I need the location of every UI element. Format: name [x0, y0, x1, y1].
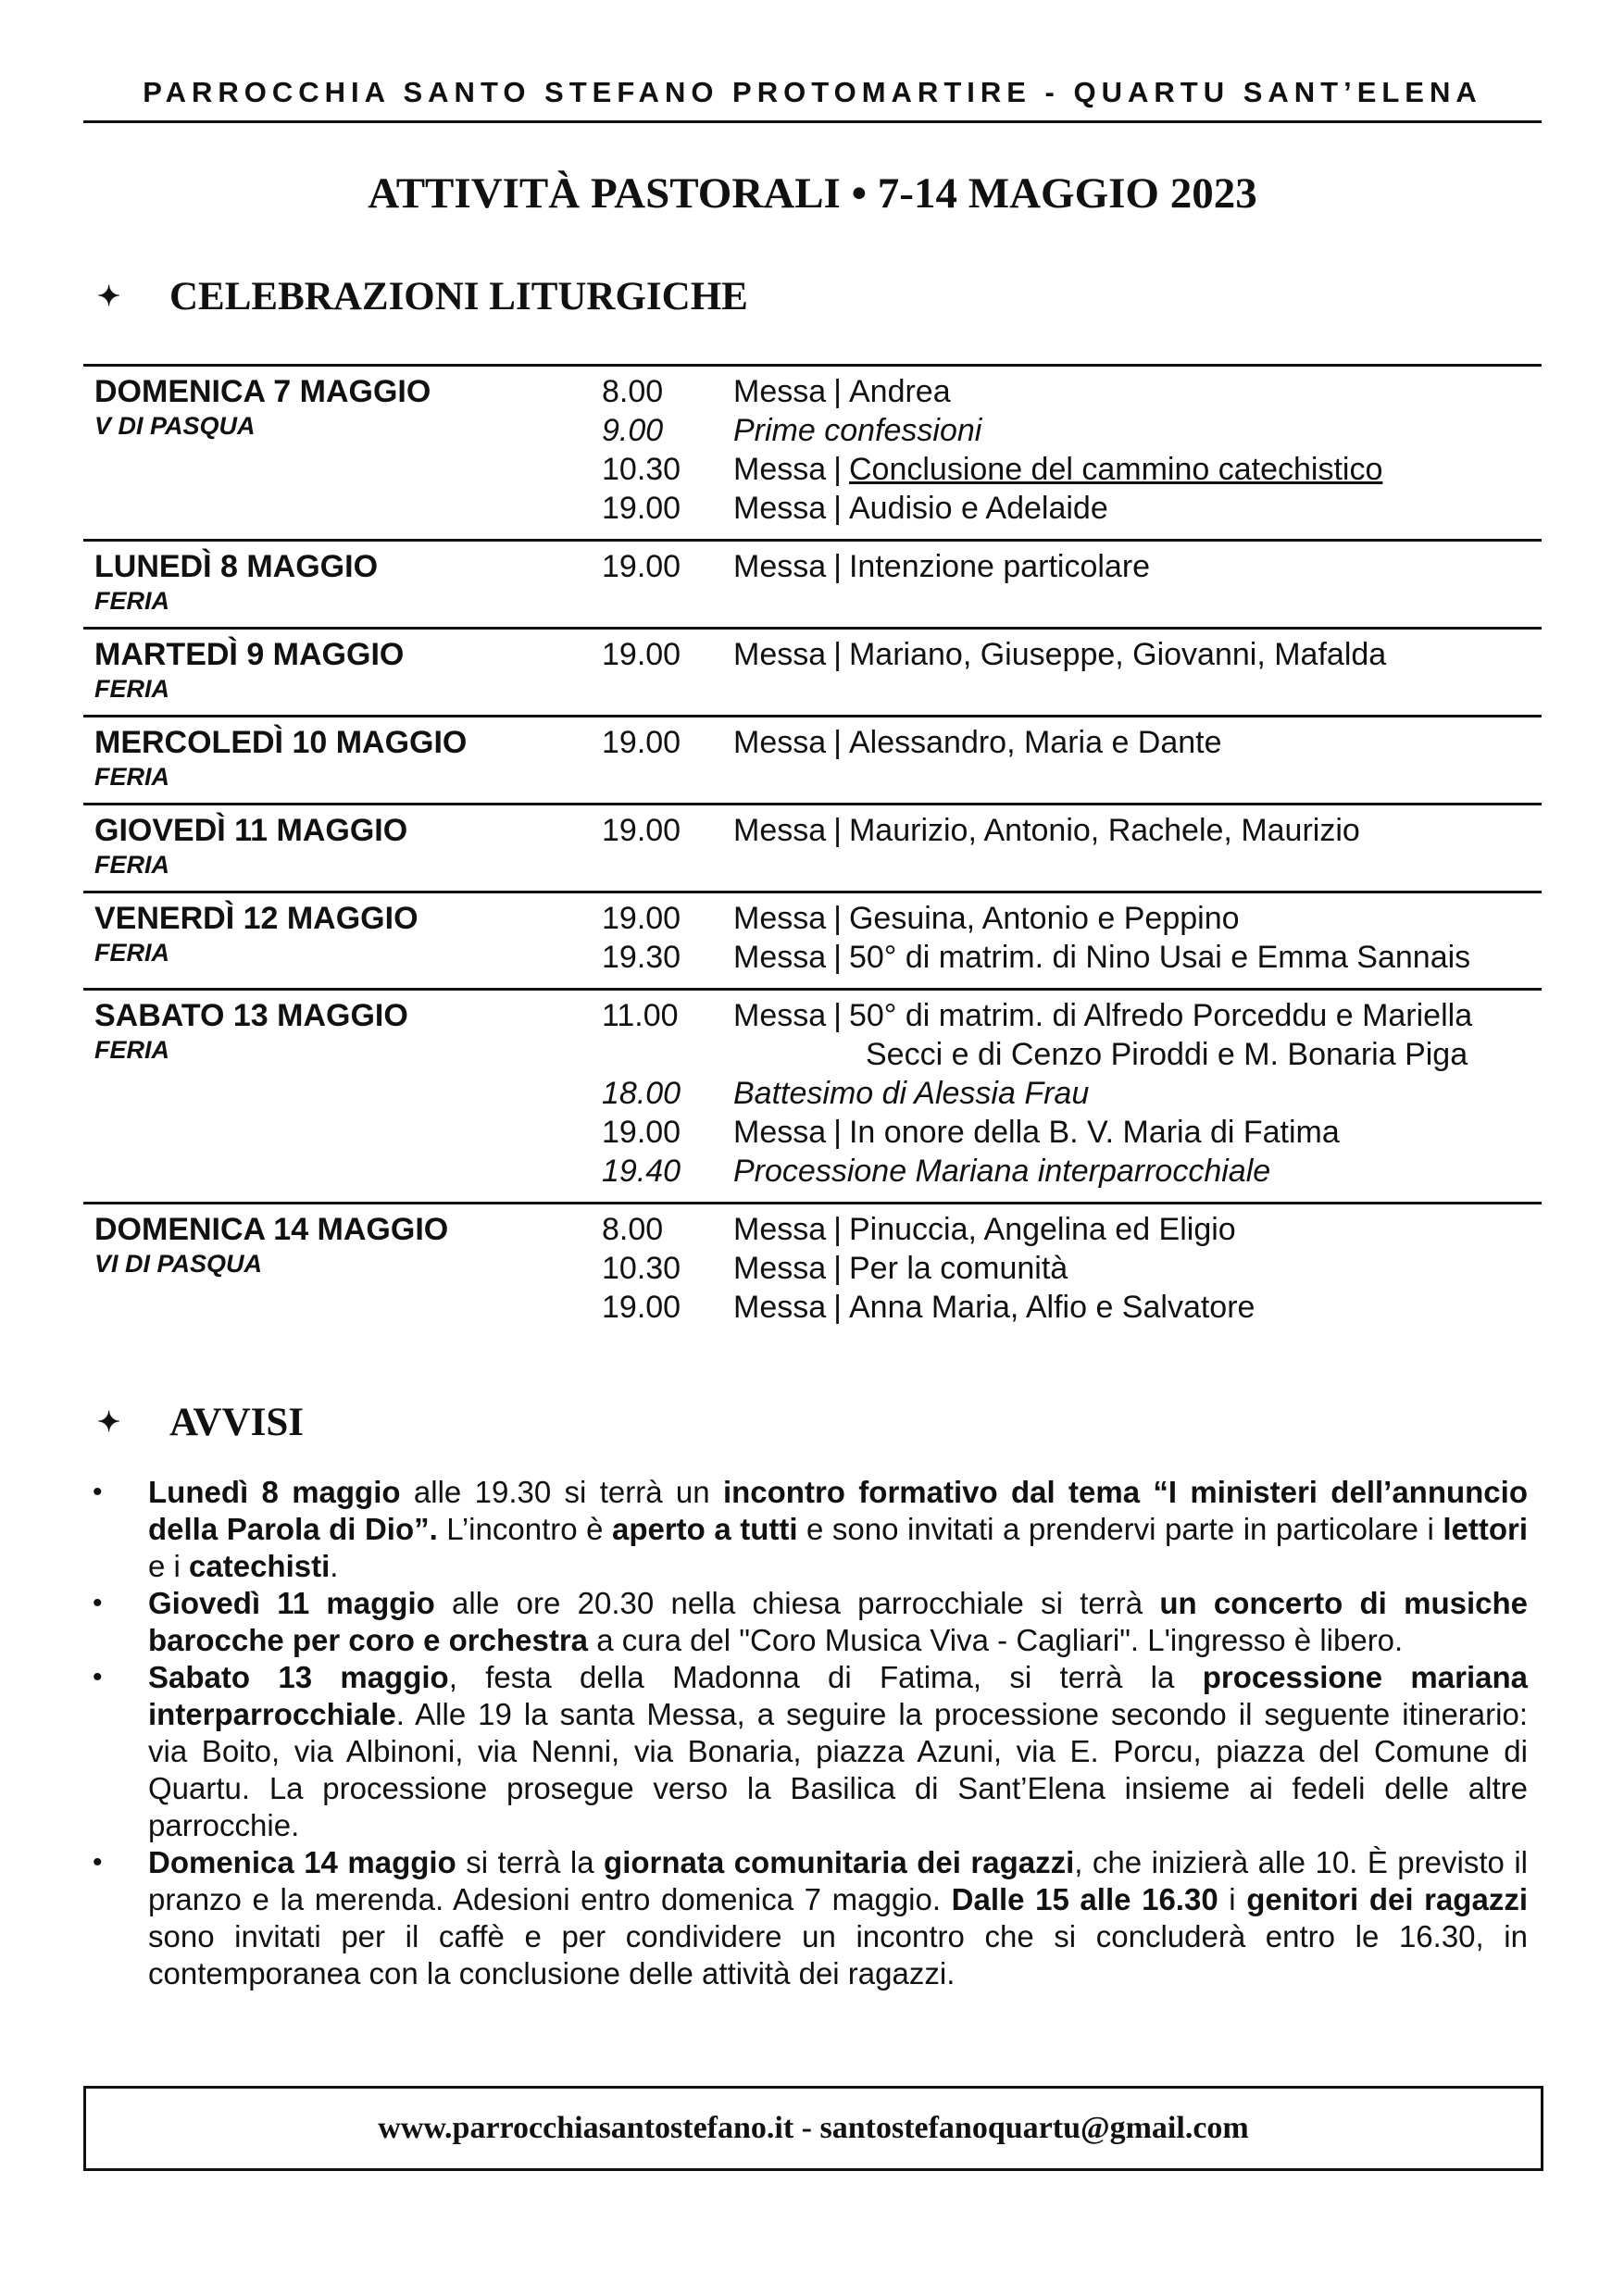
- separator: |: [833, 1251, 842, 1286]
- day-liturgy: FERIA: [94, 675, 169, 703]
- event-item: [602, 450, 1542, 489]
- separator: |: [833, 491, 842, 526]
- event-list: [602, 1210, 1542, 1327]
- event-time: 19.30: [602, 940, 681, 975]
- event-detail: Andrea: [848, 374, 951, 409]
- ornament-star-icon: ✦: [97, 281, 121, 312]
- notice-emphasis: lettori: [1443, 1512, 1529, 1546]
- notice-text: L’incontro è: [437, 1512, 612, 1546]
- notice-text: , che inizierà alle 10. È previsto il pranzo e la merenda. Adesioni entro domenica 7 maggio.: [148, 1845, 1528, 1916]
- event-type: Messa: [733, 452, 827, 487]
- day-label: [94, 996, 408, 1065]
- day-name: GIOVEDÌ 11 MAGGIO: [94, 813, 408, 848]
- event-detail: Battesimo di Alessia Frau: [733, 1076, 1090, 1111]
- notice-text: .: [330, 1549, 339, 1583]
- event-time: 19.00: [602, 637, 681, 672]
- event-description: [733, 899, 1240, 938]
- event-detail: Maurizio, Antonio, Rachele, Maurizio: [848, 813, 1360, 848]
- notice-item: [93, 1585, 1528, 1659]
- event-item: [602, 723, 1542, 762]
- event-detail: In onore della B. V. Maria di Fatima: [848, 1115, 1340, 1150]
- day-liturgy: FERIA: [94, 939, 169, 967]
- notice-text: alle 19.30 si terrà un: [400, 1475, 723, 1509]
- separator: |: [833, 374, 842, 409]
- day-label: [94, 723, 467, 792]
- event-list: [602, 635, 1542, 704]
- footer-contacts: [83, 2086, 1543, 2171]
- event-time: 19.00: [602, 549, 681, 584]
- event-description: [733, 1210, 1236, 1249]
- event-type: Messa: [733, 1290, 827, 1325]
- event-item: [602, 635, 1542, 674]
- day-name: SABATO 13 MAGGIO: [94, 998, 408, 1033]
- event-item: [602, 1152, 1542, 1191]
- notice-emphasis: incontro formativo dal tema “I ministeri dell’annuncio della Parola di Dio”.: [148, 1475, 1528, 1546]
- event-type: Messa: [733, 549, 827, 584]
- notice-emphasis: Dalle 15 alle 16.30: [951, 1882, 1218, 1916]
- header-divider: [83, 120, 1542, 123]
- event-item: [602, 996, 1542, 1035]
- event-time: 18.00: [602, 1076, 681, 1111]
- event-description: [733, 996, 1472, 1035]
- event-time: 8.00: [602, 1212, 664, 1247]
- notice-text: sono invitati per il caffè e per condividere un incontro che si concluderà entro le 16.30, in contemporanea con la conclusione delle attività dei ragazzi.: [148, 1919, 1528, 1990]
- section-title: AVVISI: [169, 1401, 304, 1444]
- event-description: [733, 938, 1470, 977]
- event-type: Messa: [733, 901, 827, 936]
- event-type: Messa: [733, 374, 827, 409]
- notice-text: si terrà la: [456, 1845, 605, 1879]
- event-description: [733, 1113, 1340, 1152]
- day-label: [94, 635, 404, 704]
- event-time: 19.00: [602, 1115, 681, 1150]
- day-label: [94, 547, 378, 616]
- event-time: 19.00: [602, 491, 681, 526]
- event-item: [602, 1288, 1542, 1327]
- separator: |: [833, 813, 842, 848]
- event-description: [733, 1074, 1089, 1113]
- event-description: [733, 811, 1360, 850]
- event-time: 19.40: [602, 1154, 681, 1189]
- day-row: [83, 803, 1542, 891]
- separator: |: [833, 637, 842, 672]
- event-description: [733, 1152, 1270, 1191]
- day-row: [83, 891, 1542, 988]
- day-liturgy: V DI PASQUA: [94, 412, 256, 440]
- event-description: [733, 723, 1222, 762]
- event-type: Messa: [733, 637, 827, 672]
- day-name: DOMENICA 14 MAGGIO: [94, 1212, 449, 1247]
- day-name: MARTEDÌ 9 MAGGIO: [94, 637, 405, 672]
- day-liturgy: VI DI PASQUA: [94, 1250, 263, 1278]
- bullet-icon: •: [93, 1588, 103, 1618]
- event-detail: Processione Mariana interparrocchiale: [733, 1154, 1271, 1189]
- event-item: [602, 1074, 1542, 1113]
- event-type: Messa: [733, 1212, 827, 1247]
- day-liturgy: FERIA: [94, 763, 169, 791]
- notice-item: [93, 1659, 1528, 1844]
- event-list: [602, 723, 1542, 792]
- notice-item: [93, 1844, 1528, 1992]
- event-type: Messa: [733, 491, 827, 526]
- event-description: [733, 547, 1150, 586]
- event-detail: Alessandro, Maria e Dante: [848, 725, 1222, 760]
- notice-text: a cura del "Coro Musica Viva - Cagliari". L'ingresso è libero.: [588, 1623, 1404, 1657]
- page-title: ATTIVITÀ PASTORALI • 7-14 MAGGIO 2023: [368, 169, 1257, 218]
- event-detail: 50° di matrim. di Nino Usai e Emma Sannais: [848, 940, 1471, 975]
- day-label: [94, 1210, 448, 1279]
- schedule-table: [83, 364, 1542, 1327]
- event-detail: Prime confessioni: [733, 413, 982, 448]
- day-row: [83, 1202, 1542, 1327]
- notice-emphasis: processione mariana interparrocchiale: [148, 1660, 1528, 1731]
- notice-emphasis: Giovedì 11 maggio: [148, 1586, 435, 1620]
- event-list: [602, 372, 1542, 528]
- day-liturgy: FERIA: [94, 851, 169, 879]
- event-time: 9.00: [602, 413, 664, 448]
- event-description: [733, 635, 1386, 674]
- event-type: Messa: [733, 1251, 827, 1286]
- day-label: [94, 811, 407, 880]
- notice-text: . Alle 19 la santa Messa, a seguire la processione secondo il seguente itinerario: via Boito, via Albinoni, via Nenni, via Bonaria, piazza Azuni, via E. Porcu, piazza del Comune di Quartu. La processione prosegue verso la Basilica di Sant’Elena insieme ai fedeli delle altre parrocchie.: [148, 1697, 1528, 1842]
- day-label: [94, 372, 431, 441]
- event-item: [602, 811, 1542, 850]
- event-description: [733, 411, 981, 450]
- event-item: [602, 547, 1542, 586]
- notice-emphasis: aperto a tutti: [611, 1512, 798, 1546]
- day-label: [94, 899, 418, 967]
- day-name: VENERDÌ 12 MAGGIO: [94, 901, 418, 936]
- separator: |: [833, 940, 842, 975]
- notice-text: e i: [148, 1549, 190, 1583]
- event-list: [602, 547, 1542, 616]
- day-liturgy: FERIA: [94, 1036, 169, 1064]
- event-description: [733, 489, 1108, 528]
- separator: |: [833, 998, 842, 1033]
- ornament-star-icon: ✦: [97, 1407, 121, 1438]
- event-item: [602, 1113, 1542, 1152]
- event-list: [602, 996, 1542, 1191]
- event-type: Messa: [733, 813, 827, 848]
- notice-emphasis: un concerto di musiche barocche per coro e orchestra: [148, 1586, 1528, 1657]
- notice-text: , festa della Madonna di Fatima, si terrà la: [448, 1660, 1203, 1694]
- day-name: DOMENICA 7 MAGGIO: [94, 374, 431, 409]
- event-type: Messa: [733, 725, 827, 760]
- event-detail-continuation: Secci e di Cenzo Piroddi e M. Bonaria Piga: [866, 1037, 1468, 1072]
- event-detail: Audisio e Adelaide: [848, 491, 1108, 526]
- bullet-icon: •: [93, 1847, 103, 1878]
- notice-emphasis: Domenica 14 maggio: [148, 1845, 456, 1879]
- separator: |: [833, 1212, 842, 1247]
- event-item: [602, 938, 1542, 977]
- day-row: [83, 988, 1542, 1202]
- event-time: 10.30: [602, 452, 681, 487]
- event-detail: Anna Maria, Alfio e Salvatore: [848, 1290, 1255, 1325]
- day-row: [83, 627, 1542, 715]
- section-heading-avvisi: [97, 1400, 304, 1445]
- event-detail: 50° di matrim. di Alfredo Porceddu e Mariella: [848, 998, 1473, 1033]
- day-name: LUNEDÌ 8 MAGGIO: [94, 549, 379, 584]
- notice-emphasis: catechisti: [189, 1549, 331, 1583]
- event-list: [602, 899, 1542, 977]
- separator: |: [833, 901, 842, 936]
- event-continuation: [602, 1035, 1542, 1074]
- parish-header: PARROCCHIA SANTO STEFANO PROTOMARTIRE - QUARTU SANT’ELENA: [143, 76, 1482, 108]
- event-item: [602, 489, 1542, 528]
- event-type: Messa: [733, 940, 827, 975]
- section-title: CELEBRAZIONI LITURGICHE: [169, 275, 748, 318]
- day-name: MERCOLEDÌ 10 MAGGIO: [94, 725, 468, 760]
- event-time-spacer: [602, 1035, 733, 1074]
- separator: |: [833, 1115, 842, 1150]
- bullet-icon: •: [93, 1662, 103, 1692]
- event-detail: Mariano, Giuseppe, Giovanni, Mafalda: [848, 637, 1387, 672]
- event-description: [733, 372, 951, 411]
- separator: |: [833, 1290, 842, 1325]
- event-list: [602, 811, 1542, 880]
- notice-text: e sono invitati a prendervi parte in particolare i: [797, 1512, 1443, 1546]
- day-row: [83, 364, 1542, 539]
- separator: |: [833, 549, 842, 584]
- notice-emphasis: Sabato 13 maggio: [148, 1660, 449, 1694]
- footer-text: www.parrocchiasantostefano.it - santostefanoquartu@gmail.com: [378, 2111, 1249, 2145]
- day-row: [83, 539, 1542, 627]
- event-time: 8.00: [602, 374, 664, 409]
- event-item: [602, 372, 1542, 411]
- event-detail: Intenzione particolare: [848, 549, 1151, 584]
- separator: |: [833, 725, 842, 760]
- event-time: 19.00: [602, 725, 681, 760]
- event-description: [733, 1288, 1255, 1327]
- event-detail: Gesuina, Antonio e Peppino: [848, 901, 1240, 936]
- event-detail: Conclusione del cammino catechistico: [848, 452, 1383, 487]
- event-time: 19.00: [602, 901, 681, 936]
- event-time: 19.00: [602, 1290, 681, 1325]
- event-item: [602, 1249, 1542, 1288]
- event-detail: Per la comunità: [848, 1251, 1068, 1286]
- event-type: Messa: [733, 998, 827, 1033]
- notice-text: alle ore 20.30 nella chiesa parrocchiale si terrà: [434, 1586, 1160, 1620]
- notice-emphasis: Lunedì 8 maggio: [148, 1475, 401, 1509]
- event-time: 10.30: [602, 1251, 681, 1286]
- event-item: [602, 1210, 1542, 1249]
- day-liturgy: FERIA: [94, 587, 169, 615]
- notice-text: i: [1218, 1882, 1247, 1916]
- notice-emphasis: genitori dei ragazzi: [1246, 1882, 1528, 1916]
- day-row: [83, 715, 1542, 803]
- event-description: [733, 450, 1382, 489]
- event-description: [733, 1249, 1068, 1288]
- event-item: [602, 899, 1542, 938]
- bullet-icon: •: [93, 1477, 103, 1507]
- notice-emphasis: giornata comunitaria dei ragazzi: [604, 1845, 1075, 1879]
- notice-item: [93, 1474, 1528, 1585]
- event-item: [602, 411, 1542, 450]
- event-time: 19.00: [602, 813, 681, 848]
- event-detail: Pinuccia, Angelina ed Eligio: [848, 1212, 1236, 1247]
- event-time: 11.00: [602, 998, 679, 1033]
- event-type: Messa: [733, 1115, 827, 1150]
- section-heading-celebrazioni: [97, 274, 748, 319]
- notices-list: [93, 1474, 1528, 1992]
- separator: |: [833, 452, 842, 487]
